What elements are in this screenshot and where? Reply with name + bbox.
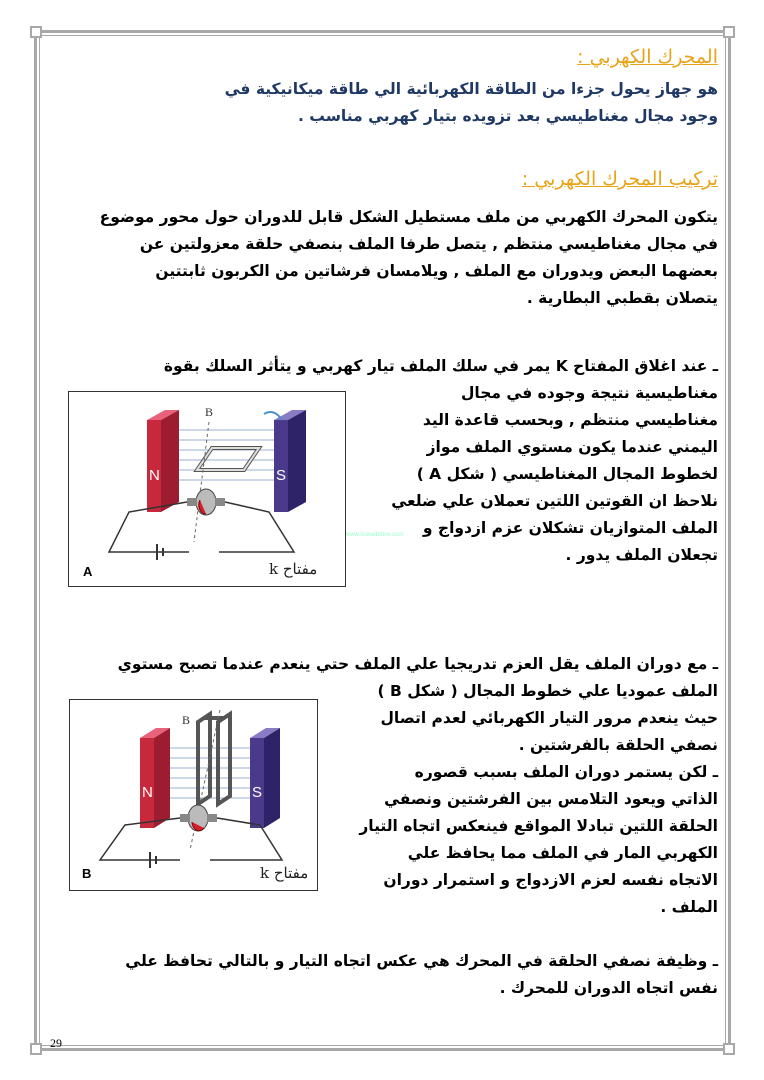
figure-a (68, 391, 346, 587)
figure-b-label: B (82, 866, 92, 881)
motor-diagram-a (69, 392, 345, 586)
paragraph-line: الاتجاه نفسه لعزم الازدواج و استمرار دوران (383, 871, 718, 889)
paragraph-line: نفس اتجاه الدوران للمحرك . (499, 979, 718, 997)
paragraph-line: مغناطيسية نتيجة وجوده في مجال (460, 384, 718, 402)
border-corner (723, 1043, 735, 1055)
pole-s-label: S (276, 467, 287, 484)
definition-line: هو جهاز يحول جزءا من الطاقة الكهربائية الي طاقة ميكانيكية في (224, 80, 718, 98)
motor-definition (38, 76, 718, 130)
pole-n-label: N (149, 467, 160, 484)
page-number: 29 (50, 1036, 62, 1050)
paragraph-b (318, 705, 718, 921)
pole-n-label: N (142, 784, 153, 801)
field-label: B (182, 713, 191, 727)
border-corner (723, 26, 735, 38)
paragraph-line: يتصلان بقطبي البطارية . (526, 289, 718, 307)
paragraph-line: حيث ينعدم مرور التيار الكهربائي لعدم اتصال (380, 709, 718, 727)
section-title-motor: المحرك الكهربي : (577, 46, 718, 68)
pole-s-label: S (252, 784, 263, 801)
paragraph-line: الكهربي المار في الملف مما يحافظ علي (407, 844, 718, 862)
border-corner (30, 1043, 42, 1055)
switch-label: مفتاح k (269, 560, 318, 578)
paragraph-line: يتكون المحرك الكهربي من ملف مستطيل الشكل قابل للدوران حول محور موضوع (99, 208, 718, 226)
paragraph-line: في مجال مغناطيسي منتظم , يتصل طرفا الملف بنصفي حلقة معزولتين عن (139, 235, 718, 253)
paragraph-a-first-line: ـ عند اغلاق المفتاح K يمر في سلك الملف تيار كهربي و يتأثر السلك بقوة (163, 357, 718, 375)
paragraph-line: لخطوط المجال المغناطيسي ( شكل A ) (416, 465, 718, 483)
paragraph-line: نلاحظ ان القوتين اللتين تعملان علي ضلعي (391, 492, 718, 510)
paragraph-line: الذاتي ويعود التلامس بين الفرشتين ونصفي (384, 790, 718, 808)
paragraph-line: نصفي الحلقة بالفرشتين . (518, 736, 718, 754)
paragraph-line: تجعلان الملف يدور . (565, 546, 718, 564)
paragraph-line: الحلقة اللتين تبادلا المواقع فينعكس اتجاه التيار (359, 817, 718, 835)
paragraph-a (338, 380, 718, 569)
definition-line: وجود مجال مغناطيسي بعد تزويده بتيار كهربي مناسب . (298, 107, 718, 125)
structure-paragraph (38, 204, 718, 312)
figure-b (69, 699, 318, 891)
paragraph-b-closing (38, 948, 718, 1002)
motor-diagram-b (70, 700, 317, 890)
paragraph-line: مغناطيسي منتظم , وبحسب قاعدة اليد (422, 411, 718, 429)
paragraph-line: الملف . (660, 898, 718, 916)
paragraph-line: ـ وظيفة نصفي الحلقة في المحرك هي عكس اتجاه التيار و بالتالي تحافظ علي (125, 952, 718, 970)
paragraph-line: ـ مع دوران الملف يقل العزم تدريجيا علي الملف حتي ينعدم عندما تصبح مستوي (117, 655, 718, 673)
paragraph-line: ـ لكن يستمر دوران الملف بسبب قصوره (414, 763, 718, 781)
watermark: www.kuwaitdrive.com (346, 532, 404, 538)
field-label: B (205, 405, 214, 419)
section-title-structure: تركيب المحرك الكهربي : (521, 168, 718, 190)
paragraph-line: الملف عموديا علي خطوط المجال ( شكل B ) (377, 682, 718, 700)
figure-a-label: A (83, 564, 93, 579)
paragraph-line: بعضهما البعض ويدوران مع الملف , ويلامسان فرشاتين من الكربون ثابتتين (155, 262, 718, 280)
paragraph-line: اليمني عندما يكون مستوي الملف مواز (426, 438, 718, 456)
paragraph-line: الملف المتوازيان تشكلان عزم ازدواج و (422, 519, 718, 537)
border-corner (30, 26, 42, 38)
switch-label: مفتاح k (260, 864, 309, 882)
paragraph-b-first-lines (38, 651, 718, 705)
